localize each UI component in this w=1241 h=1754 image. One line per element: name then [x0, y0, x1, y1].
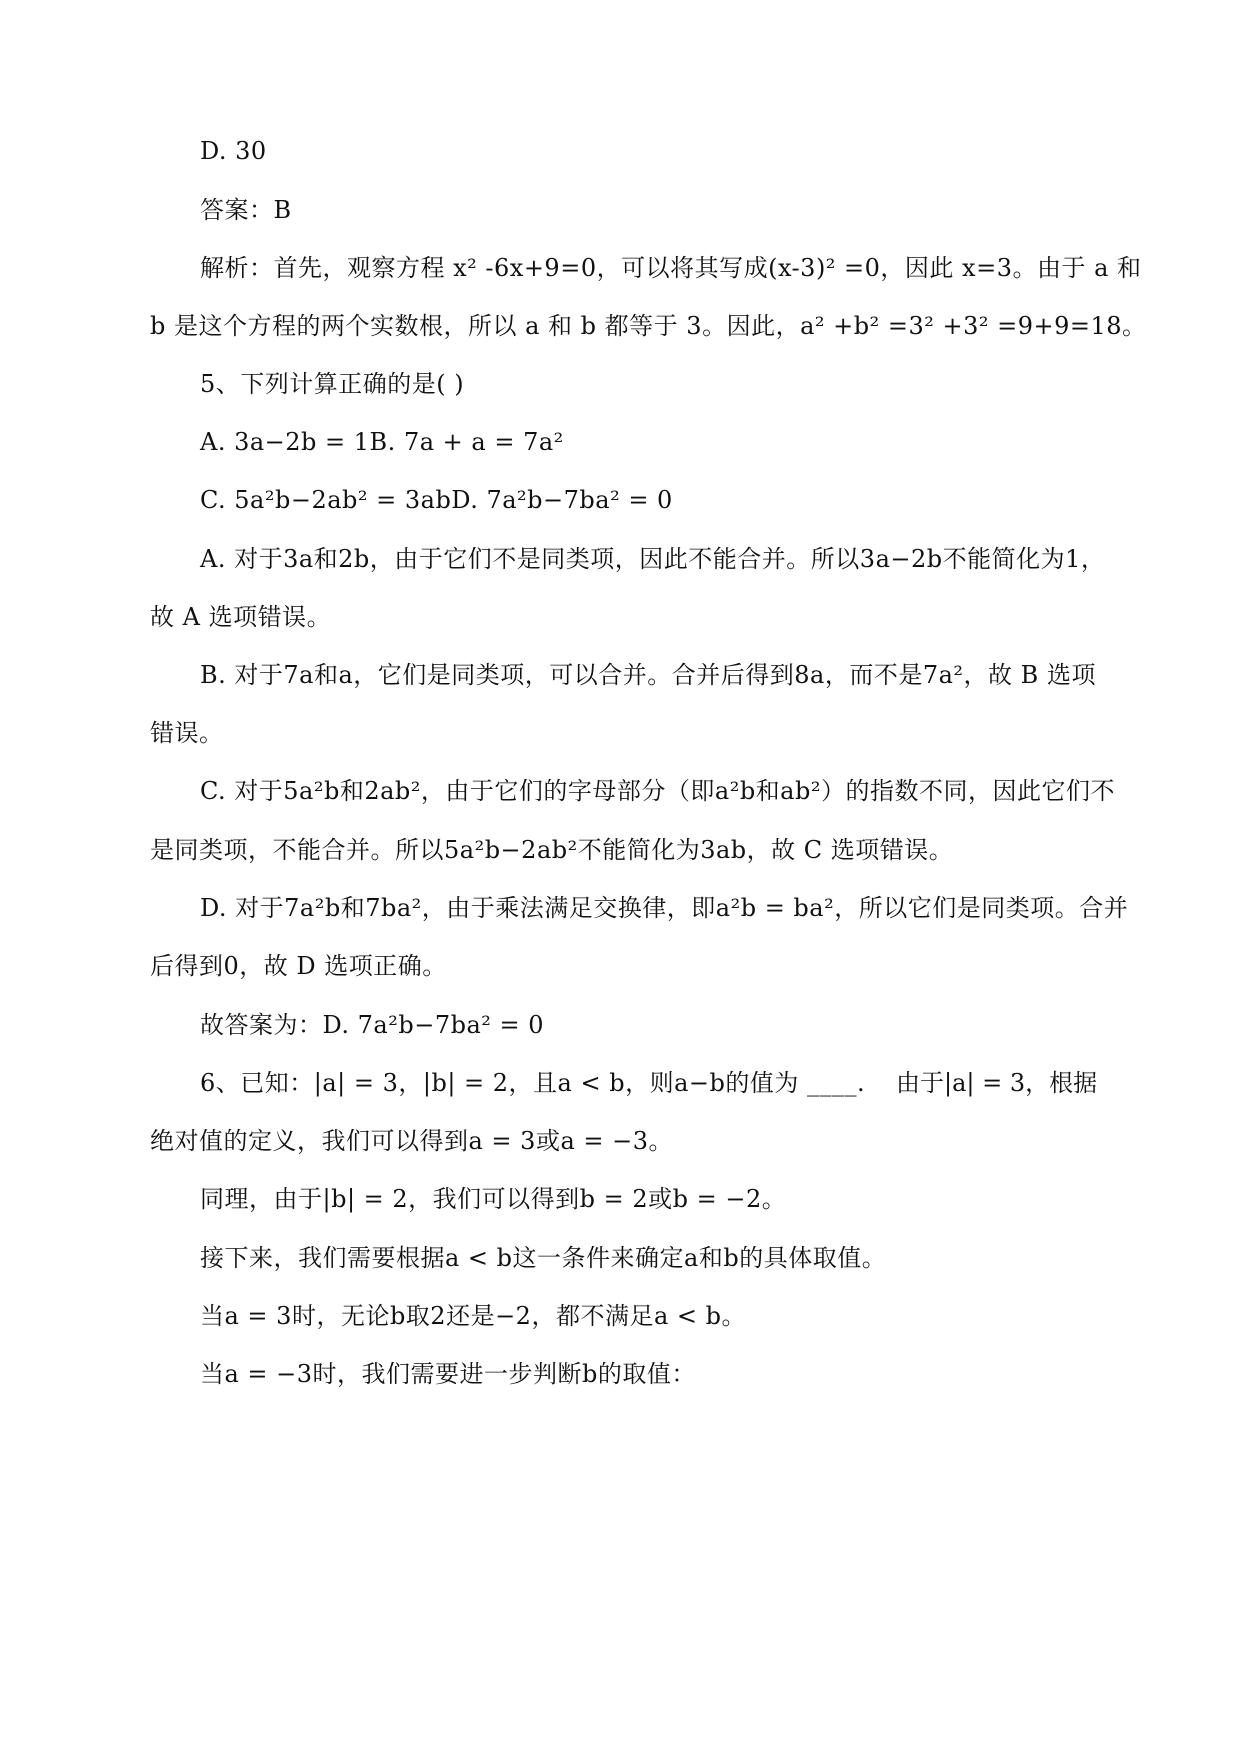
explain-d-line-1: D. 对于7a²b和7ba²，由于乘法满足交换律，即a²b = ba²，所以它们是同类项。合并: [200, 894, 1129, 922]
option-d-line: D. 30: [200, 137, 267, 165]
explain-a-line-2: 故 A 选项错误。: [150, 603, 332, 631]
question-5-options-cd: C. 5a²b−2ab² = 3abD. 7a²b−7ba² = 0: [200, 486, 673, 514]
question-5-options-ab: A. 3a−2b = 1B. 7a + a = 7a²: [200, 428, 564, 456]
question-5-title: 5、下列计算正确的是( ): [200, 370, 465, 398]
analysis-line-1: 解析：首先，观察方程 x² -6x+9=0，可以将其写成(x-3)² =0，因此 x=3。由于 a 和: [200, 254, 1142, 282]
analysis-line-2: b 是这个方程的两个实数根，所以 a 和 b 都等于 3。因此，a² +b² =3² +3² =9+9=18。: [150, 312, 1147, 340]
question-6-line-6: 当a = −3时，我们需要进一步判断b的取值：: [200, 1360, 696, 1388]
question-6-line-4: 接下来，我们需要根据a < b这一条件来确定a和b的具体取值。: [200, 1244, 887, 1272]
question-6-analysis-start: 由于|a| = 3，根据: [896, 1069, 1098, 1097]
explain-d-line-2: 后得到0，故 D 选项正确。: [150, 952, 447, 980]
explain-c-line-2: 是同类项，不能合并。所以5a²b−2ab²不能简化为3ab，故 C 选项错误。: [150, 836, 954, 864]
answer-line: 答案：B: [200, 196, 292, 224]
question-6-title: 6、已知：|a| = 3，|b| = 2，且a < b，则a−b的值为 ____.: [200, 1069, 866, 1097]
question-6-line-5: 当a = 3时，无论b取2还是−2，都不满足a < b。: [200, 1302, 746, 1330]
explain-a-line-1: A. 对于3a和2b，由于它们不是同类项，因此不能合并。所以3a−2b不能简化为1，: [200, 545, 1106, 573]
final-answer-line: 故答案为：D. 7a²b−7ba² = 0: [200, 1011, 545, 1039]
explain-b-line-2: 错误。: [150, 719, 224, 747]
question-6-line-3: 同理，由于|b| = 2，我们可以得到b = 2或b = −2。: [200, 1185, 787, 1213]
question-6-line-2: 绝对值的定义，我们可以得到a = 3或a = −3。: [150, 1127, 673, 1155]
explain-b-line-1: B. 对于7a和a，它们是同类项，可以合并。合并后得到8a，而不是7a²，故 B 选项: [200, 661, 1096, 689]
explain-c-line-1: C. 对于5a²b和2ab²，由于它们的字母部分（即a²b和ab²）的指数不同，因此它们不: [200, 777, 1115, 805]
